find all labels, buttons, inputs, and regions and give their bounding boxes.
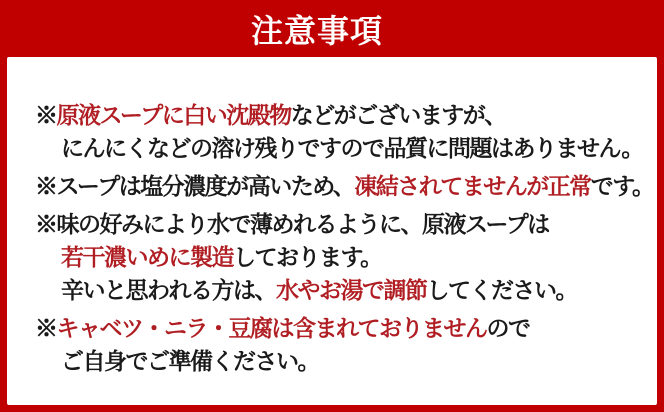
note-text: 辛いと思われる方は、 xyxy=(61,277,276,303)
content-box xyxy=(7,57,657,405)
note-text-highlight: 若干濃いめに製造 xyxy=(61,244,233,270)
note-text: ※ xyxy=(35,315,57,341)
note-text: ※ xyxy=(35,102,57,128)
note-text: ※味の好みにより水で薄めれるように、原液スープは xyxy=(35,211,549,237)
note-text: ので xyxy=(486,315,530,341)
note-item xyxy=(35,208,649,307)
note-text-highlight: キャベツ・ニラ・豆腐は含まれておりません xyxy=(56,315,487,341)
page-title: 注意事項 xyxy=(250,12,383,49)
note-item xyxy=(35,99,649,165)
note-text: です。 xyxy=(590,173,654,199)
note-item xyxy=(35,312,649,378)
notes-list xyxy=(35,99,654,378)
note-text: にんにくなどの溶け残りですので品質に問題はありません。 xyxy=(61,135,643,161)
note-text: ※スープは塩分濃度が高いため、 xyxy=(35,173,355,199)
note-text: してください。 xyxy=(426,277,577,303)
note-text: しております。 xyxy=(233,244,382,270)
note-item xyxy=(35,170,654,203)
note-text-highlight: 水やお湯で調節 xyxy=(276,277,427,303)
note-text: などがございますが、 xyxy=(290,102,506,128)
note-text: ご自身でご準備ください。 xyxy=(61,348,319,374)
header-banner xyxy=(0,0,664,57)
note-text-highlight: 原液スープに白い沈殿物 xyxy=(56,102,291,128)
note-text-highlight: 凍結されてませんが正常 xyxy=(354,173,591,199)
